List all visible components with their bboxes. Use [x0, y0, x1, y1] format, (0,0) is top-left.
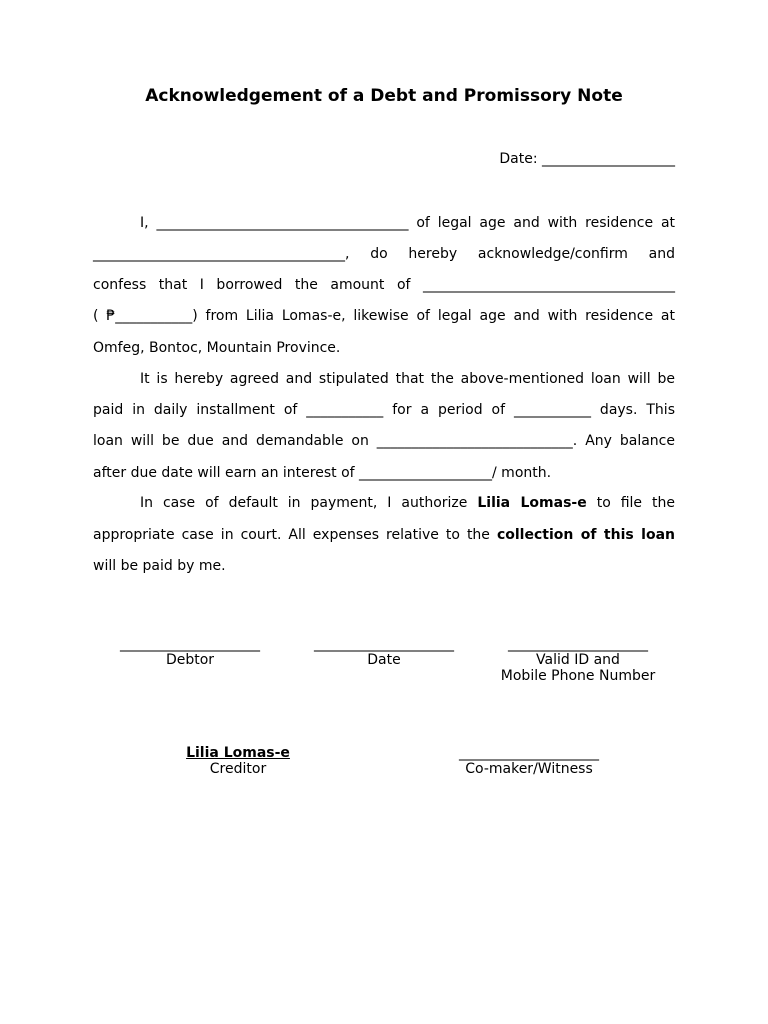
debtor-signature [110, 636, 270, 668]
paragraph1-line3 [93, 275, 675, 295]
paragraph3-line3: will be paid by me. [93, 558, 226, 574]
signature-line: ____________________ [314, 636, 454, 652]
creditor-signature [158, 745, 318, 777]
date-field [93, 151, 675, 167]
date-signature [304, 636, 464, 668]
text-fragment: of legal age and with residence at [416, 215, 676, 231]
text-fragment: do hereby acknowledge/confirm and [370, 246, 675, 262]
emphasis-bold: collection of this loan [496, 527, 675, 543]
paragraph2-line3: loan will be due and demandable on ____________________________. Any balance [93, 433, 675, 449]
valid-id-caption-line2: Mobile Phone Number [500, 668, 656, 684]
signature-line: ____________________ [508, 636, 648, 652]
text-fragment: confess that I borrowed the amount of [93, 277, 411, 293]
paragraph1-line4: ( ₱___________) from Lilia Lomas-e, likewise of legal age and with residence at [93, 308, 675, 324]
paragraph2-line1: It is hereby agreed and stipulated that the above-mentioned loan will be [140, 371, 675, 387]
comaker-caption: Co-maker/Witness [465, 761, 593, 777]
residence-blank: ____________________________________, [93, 246, 350, 262]
valid-id-signature [478, 636, 678, 684]
text-fragment: I, [140, 215, 149, 231]
creditor-caption: Creditor [209, 761, 267, 777]
debtor-name-blank: ____________________________________ [156, 215, 409, 231]
paragraph1-line1 [93, 213, 675, 233]
paragraph3-line2 [93, 525, 675, 545]
paragraph2-line4: after due date will earn an interest of ___________________/ month. [93, 465, 552, 481]
paragraph3-line1 [93, 493, 675, 513]
creditor-name-bold: Lilia Lomas-e [477, 495, 587, 511]
signature-line: ____________________ [120, 636, 260, 652]
paragraph1-line5: Omfeg, Bontoc, Mountain Province. [93, 340, 341, 356]
valid-id-caption-line1: Valid ID and [536, 652, 620, 668]
text-fragment: to file the [596, 495, 675, 511]
text-fragment: appropriate case in court. All expenses relative to the [93, 527, 490, 543]
date-label: Date: [499, 151, 538, 167]
comaker-signature [449, 745, 609, 777]
debtor-caption: Debtor [165, 652, 215, 668]
paragraph2-line2: paid in daily installment of ___________ for a period of ___________ days. This [93, 402, 675, 418]
paragraph1-line2 [93, 244, 675, 264]
creditor-name: Lilia Lomas-e [186, 745, 290, 761]
text-fragment: In case of default in payment, I authorize [140, 495, 468, 511]
amount-blank: ____________________________________ [423, 277, 675, 293]
date-blank: ___________________ [542, 151, 675, 167]
document-title: Acknowledgement of a Debt and Promissory Note [145, 86, 623, 106]
date-caption: Date [367, 652, 401, 668]
signature-line: ____________________ [459, 745, 599, 761]
